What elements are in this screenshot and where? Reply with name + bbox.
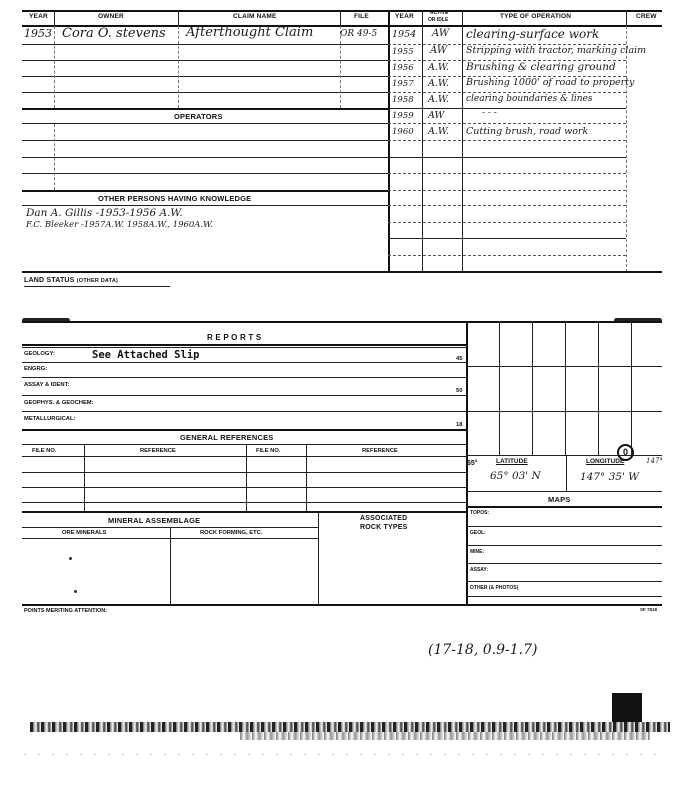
report-label-geology: GEOLOGY: — [24, 351, 55, 357]
report-num: 45 — [456, 356, 463, 362]
op-type: - - - — [482, 108, 497, 118]
longitude-value: 147° 35' W — [580, 471, 640, 483]
maps-row-geol: GEOL: — [470, 530, 486, 536]
op-year: 1959 — [392, 111, 414, 121]
op-type: Stripping with tractor, marking claim — [466, 45, 647, 56]
op-year: 1957 — [392, 79, 414, 89]
rock-types-label: ROCK TYPES — [360, 524, 408, 531]
grid-circle-mark: 0 — [617, 444, 634, 461]
rock-forming-label: ROCK FORMING, ETC. — [200, 530, 263, 536]
op-type: Cutting brush, road work — [466, 126, 589, 137]
operators-label: OPERATORS — [174, 112, 223, 121]
op-status: A.W. — [428, 62, 450, 73]
op-type: clearing-surface work — [466, 27, 600, 41]
scan-mark-square — [612, 693, 642, 723]
op-year: 1960 — [392, 127, 414, 137]
maps-label: MAPS — [548, 495, 571, 504]
scan-noise-line — [24, 754, 664, 755]
op-type: clearing boundaries & lines — [466, 94, 593, 104]
claim-file: OR 49-5 — [340, 29, 378, 39]
land-status-sub: (OTHER DATA) — [76, 278, 119, 284]
scan-noise-band — [30, 722, 670, 732]
report-label-metallurgical: METALLURGICAL: — [24, 416, 76, 422]
handwritten-note: (17-18, 0.9-1.7) — [428, 642, 538, 658]
reports-title: R E P O R T S — [207, 333, 262, 342]
report-label-assay: ASSAY & IDENT: — [24, 382, 70, 388]
op-year: 1954 — [392, 29, 417, 40]
latitude-label: LATITUDE — [496, 458, 528, 465]
ref-header-reference-1: REFERENCE — [140, 448, 176, 454]
op-status: A.W. — [428, 94, 450, 105]
maps-row-mine: MINE: — [470, 549, 485, 555]
report-num: 18 — [456, 422, 463, 428]
longitude-degree: 147° — [646, 457, 663, 465]
op-status: A.W. — [428, 126, 450, 137]
op-status: AW — [430, 45, 448, 56]
associated-label: ASSOCIATED — [360, 515, 408, 522]
op-year: 1956 — [392, 63, 414, 73]
ore-minerals-label: ORE MINERALS — [62, 530, 107, 536]
longitude-label: LONGITUDE — [586, 458, 625, 465]
op-status: A.W. — [428, 78, 450, 89]
maps-row-assay: ASSAY: — [470, 567, 489, 573]
ref-header-reference-2: REFERENCE — [362, 448, 398, 454]
claim-owner: Cora O. stevens — [62, 26, 166, 41]
op-status: AW — [432, 28, 450, 39]
ref-header-file-no-2: FILE NO. — [256, 448, 281, 454]
mineral-assemblage-title: MINERAL ASSEMBLAGE — [108, 516, 201, 525]
other-person-1: Dan A. Gillis -1953-1956 A.W. — [26, 207, 183, 219]
claim-name: Afterthought Claim — [186, 25, 314, 40]
op-year: 1958 — [392, 95, 414, 105]
ref-header-file-no-1: FILE NO. — [32, 448, 57, 454]
other-person-2: F.C. Bleeker -1957A.W. 1958A.W., 1960A.W. — [26, 220, 214, 230]
report-label-engrg: ENGRG: — [24, 366, 48, 372]
report-value-geology: See Attached Slip — [92, 349, 200, 361]
op-year: 1955 — [392, 47, 414, 57]
maps-row-other: OTHER (& PHOTOS) — [470, 585, 519, 591]
header-year: YEAR — [29, 13, 48, 20]
scan-noise-band — [240, 732, 650, 740]
report-num: 50 — [456, 388, 463, 394]
header-file: FILE — [354, 13, 369, 20]
latitude-value: 65° 03' N — [490, 470, 541, 482]
other-persons-label: OTHER PERSONS HAVING KNOWLEDGE — [98, 194, 252, 203]
op-status: AW — [428, 110, 445, 121]
header-year-ops: YEAR — [395, 13, 414, 20]
header-active: ACTIVE — [430, 10, 449, 16]
latitude-degree: 65° — [467, 460, 478, 467]
report-label-geophys: GEOPHYS. & GEOCHEM: — [24, 400, 94, 406]
maps-row-topos: TOPOS: — [470, 510, 490, 516]
header-or-idle: OR IDLE — [428, 17, 449, 23]
points-meriting-attention-label: POINTS MERITING ATTENTION: — [24, 608, 108, 614]
ink-dot — [69, 557, 72, 560]
land-status-label: LAND STATUS (OTHER DATA) — [24, 277, 119, 284]
op-type: Brushing & clearing ground — [466, 61, 616, 73]
form-code: SF 7818 — [640, 607, 658, 612]
header-crew: CREW — [636, 13, 657, 20]
general-references-title: GENERAL REFERENCES — [180, 433, 274, 442]
op-type: Brushing 1000' of road to property — [466, 77, 635, 88]
header-claim-name: CLAIM NAME — [233, 13, 277, 20]
ink-dot — [74, 590, 77, 593]
claim-year: 1953 — [24, 27, 52, 40]
header-owner: OWNER — [98, 13, 124, 20]
header-type-of-operation: TYPE OF OPERATION — [500, 13, 572, 20]
